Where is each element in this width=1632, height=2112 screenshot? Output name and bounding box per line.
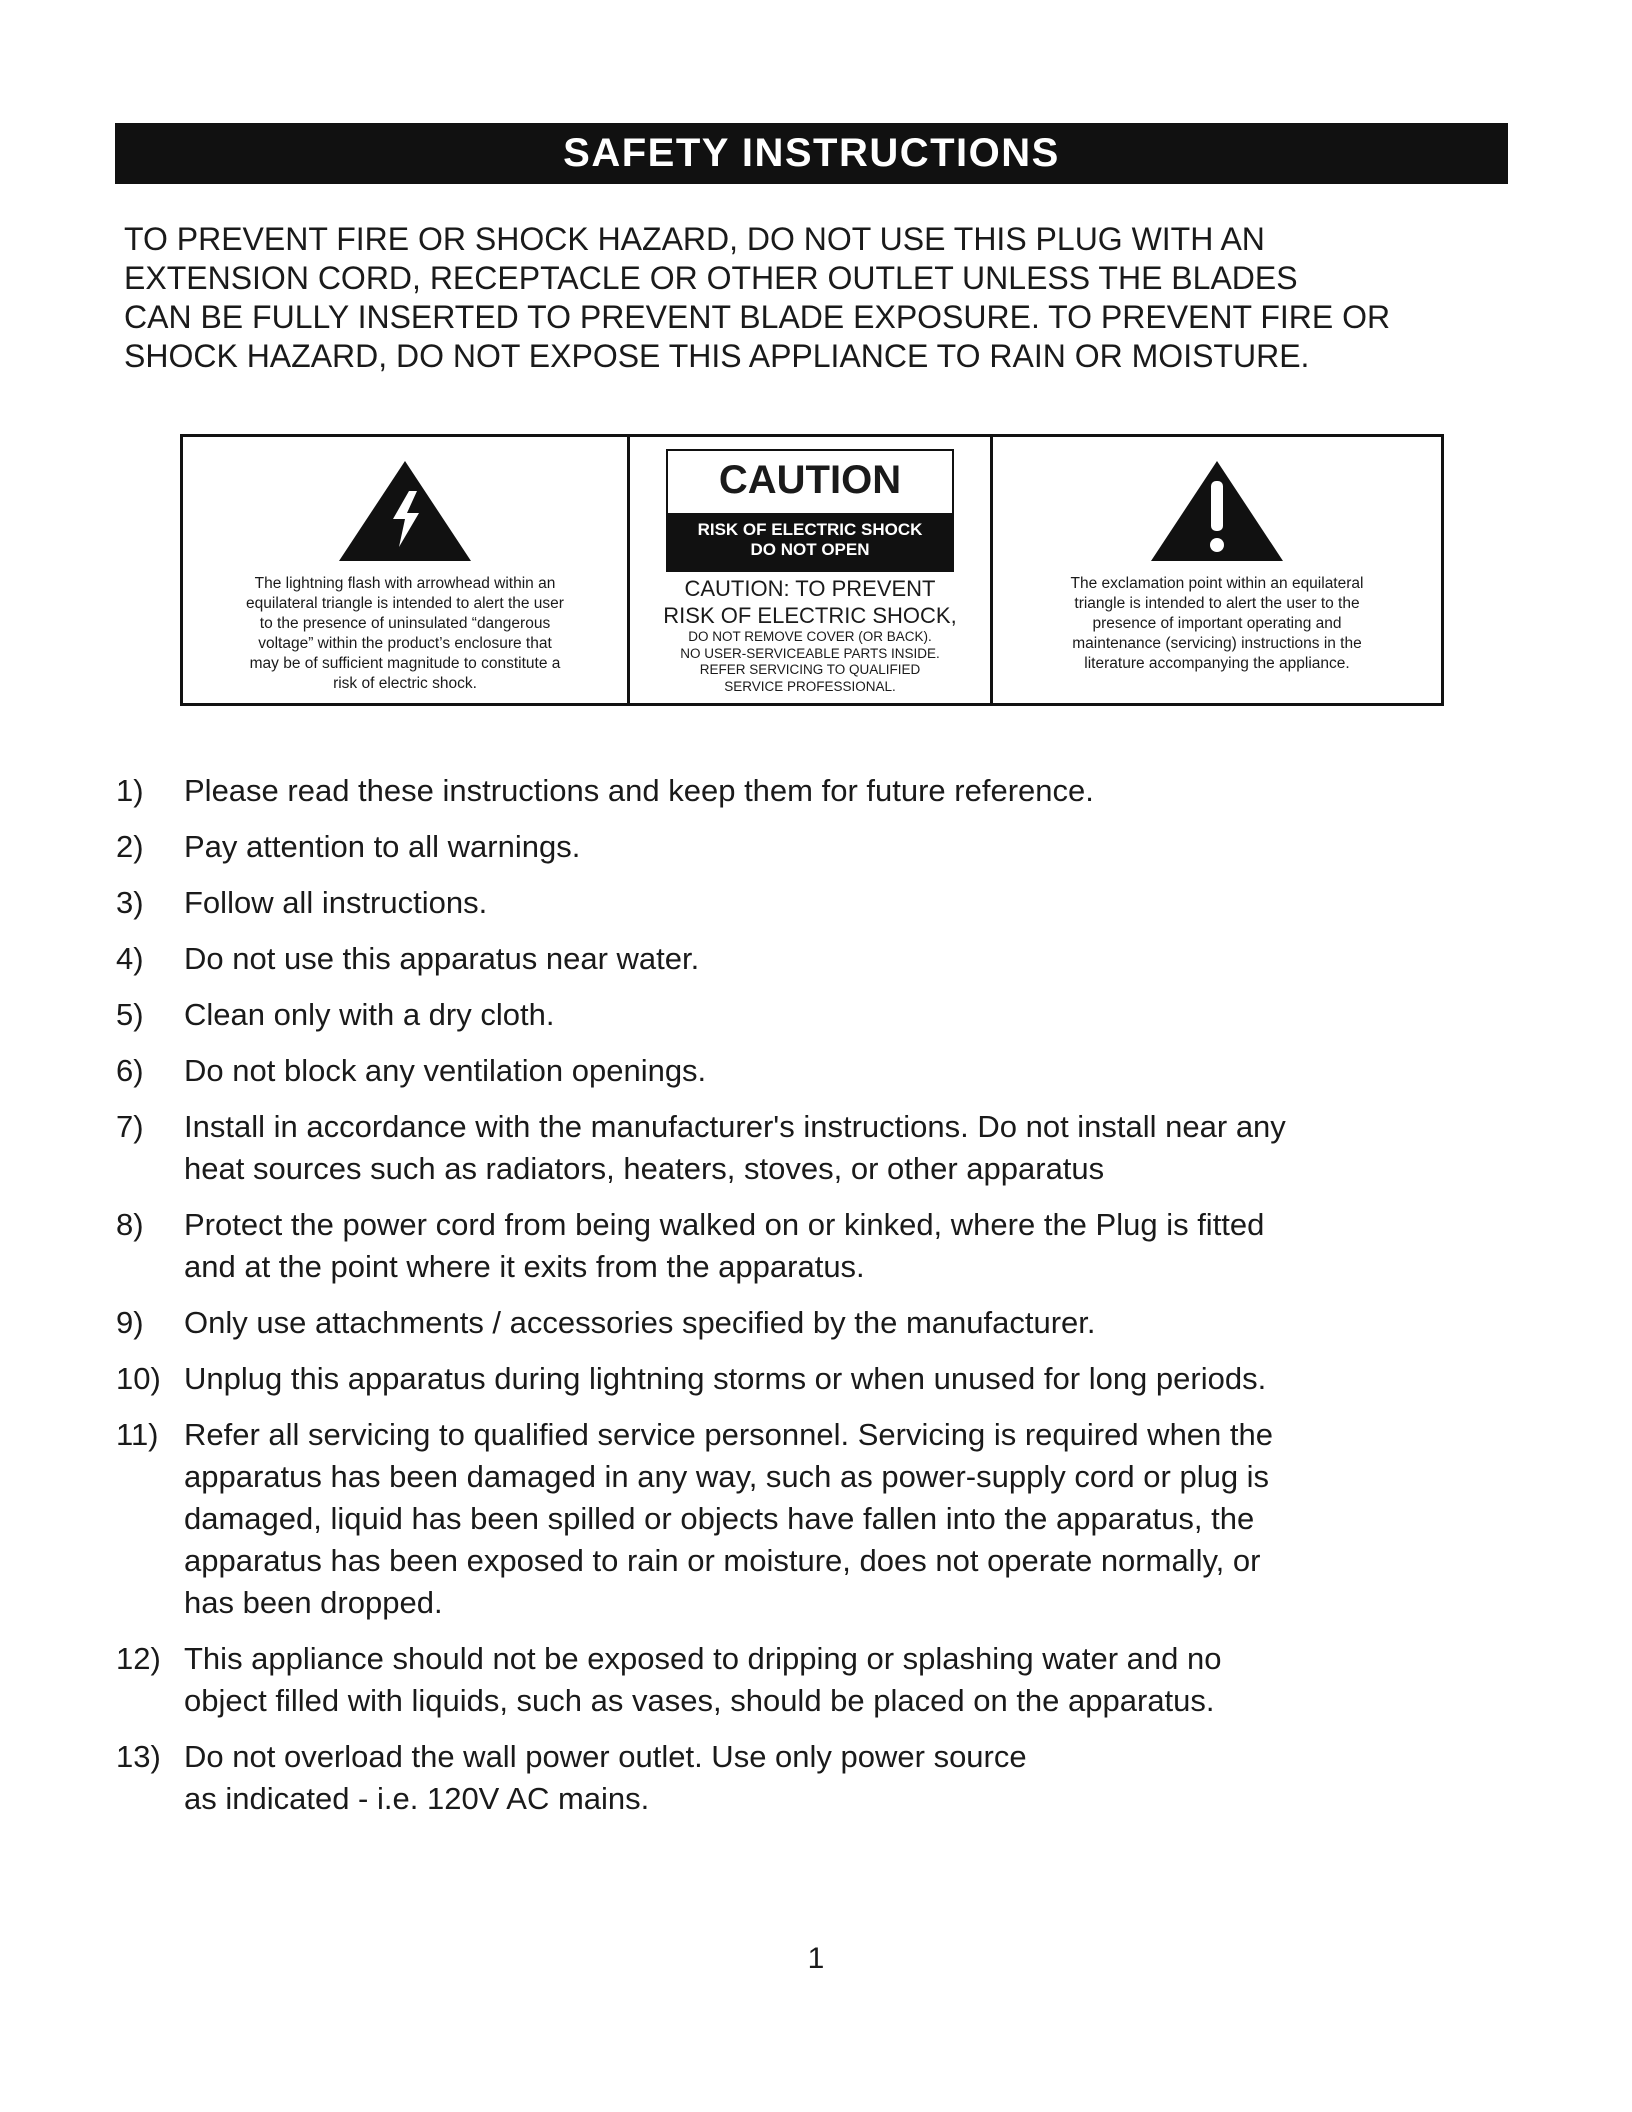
instruction-item	[116, 1050, 1516, 1092]
desc-line: The exclamation point within an equilateral	[1070, 575, 1364, 592]
page-number: 1	[807, 1942, 825, 1975]
warning-line: CAN BE FULLY INSERTED TO PREVENT BLADE EXPOSURE. TO PREVENT FIRE OR	[124, 299, 1391, 335]
instruction-item	[116, 1358, 1516, 1400]
instruction-line: Follow all instructions.	[184, 885, 488, 920]
instruction-item	[116, 826, 1516, 868]
instruction-item	[116, 1736, 1516, 1820]
instruction-line: Protect the power cord from being walked on or kinked, where the Plug is fitted	[184, 1207, 1265, 1242]
instruction-text	[184, 770, 1516, 812]
instruction-line: heat sources such as radiators, heaters, stoves, or other apparatus	[184, 1151, 1105, 1186]
exclamation-triangle-icon	[1147, 457, 1287, 565]
desc-line: maintenance (servicing) instructions in the	[1072, 635, 1362, 652]
lightning-triangle-icon	[335, 457, 475, 565]
band-line: DO NOT OPEN	[750, 540, 870, 559]
instruction-text	[184, 938, 1516, 980]
instruction-text	[184, 1204, 1516, 1288]
page-title: SAFETY INSTRUCTIONS	[115, 123, 1508, 184]
caution-main-text	[630, 575, 990, 629]
caution-small-line: REFER SERVICING TO QUALIFIED	[699, 662, 921, 677]
instruction-number: 11)	[116, 1417, 159, 1452]
instruction-text	[184, 882, 1516, 924]
caution-band	[668, 513, 952, 570]
caution-heading: CAUTION	[718, 458, 902, 502]
desc-line: voltage” within the product’s enclosure that	[258, 635, 552, 652]
instruction-text	[184, 994, 1516, 1036]
instruction-number: 10)	[116, 1361, 161, 1396]
instruction-line: apparatus has been exposed to rain or moisture, does not operate normally, or	[184, 1543, 1261, 1578]
instruction-line: Unplug this apparatus during lightning storms or when unused for long periods.	[184, 1361, 1267, 1396]
instruction-item	[116, 1638, 1516, 1722]
warning-line: SHOCK HAZARD, DO NOT EXPOSE THIS APPLIANCE TO RAIN OR MOISTURE.	[124, 338, 1310, 374]
caution-small-line: DO NOT REMOVE COVER (OR BACK).	[688, 629, 932, 644]
caution-small-line: NO USER-SERVICEABLE PARTS INSIDE.	[680, 645, 940, 661]
instruction-line: Only use attachments / accessories specified by the manufacturer.	[184, 1305, 1096, 1340]
caution-label	[666, 449, 954, 572]
desc-line: triangle is intended to alert the user to the	[1074, 595, 1360, 612]
instruction-line: has been dropped.	[184, 1585, 443, 1620]
instruction-number: 8)	[116, 1207, 144, 1242]
instruction-text	[184, 1302, 1516, 1344]
instruction-item	[116, 938, 1516, 980]
instruction-item	[116, 994, 1516, 1036]
instruction-number: 4)	[116, 941, 144, 976]
caution-main-line: CAUTION: TO PREVENT	[684, 576, 936, 601]
instruction-text	[184, 1414, 1516, 1624]
desc-line: to the presence of uninsulated “dangerous	[259, 615, 551, 632]
instruction-line: Please read these instructions and keep them for future reference.	[184, 773, 1094, 808]
instruction-number: 5)	[116, 997, 144, 1032]
instruction-text	[184, 1736, 1516, 1820]
instruction-line: Clean only with a dry cloth.	[184, 997, 555, 1032]
desc-line: literature accompanying the appliance.	[1084, 655, 1350, 672]
lightning-symbol-cell	[183, 437, 630, 703]
desc-line: presence of important operating and	[1092, 615, 1342, 632]
instruction-number: 6)	[116, 1053, 144, 1088]
instruction-line: Refer all servicing to qualified service personnel. Servicing is required when the	[184, 1417, 1273, 1452]
instruction-item	[116, 770, 1516, 812]
caution-cell	[630, 437, 993, 703]
instruction-item	[116, 882, 1516, 924]
warning-line: TO PREVENT FIRE OR SHOCK HAZARD, DO NOT USE THIS PLUG WITH AN	[124, 221, 1265, 257]
hazard-warning	[124, 220, 1534, 376]
lightning-description	[195, 574, 615, 694]
instruction-text	[184, 1358, 1516, 1400]
instruction-line: Pay attention to all warnings.	[184, 829, 581, 864]
instruction-line: Do not block any ventilation openings.	[184, 1053, 707, 1088]
instruction-line: as indicated - i.e. 120V AC mains.	[184, 1781, 650, 1816]
instruction-number: 1)	[116, 773, 144, 808]
instruction-line: object filled with liquids, such as vases, should be placed on the apparatus.	[184, 1683, 1215, 1718]
instruction-number: 9)	[116, 1305, 144, 1340]
instruction-line: and at the point where it exits from the apparatus.	[184, 1249, 865, 1284]
exclamation-symbol-cell	[993, 437, 1441, 703]
safety-symbols-table	[180, 434, 1444, 706]
caution-small-line: SERVICE PROFESSIONAL.	[724, 678, 896, 694]
instruction-text	[184, 1106, 1516, 1190]
band-line: RISK OF ELECTRIC SHOCK	[697, 520, 923, 539]
instruction-item	[116, 1414, 1516, 1624]
instruction-text	[184, 1050, 1516, 1092]
desc-line: The lightning flash with arrowhead within an	[254, 575, 556, 592]
instruction-list	[116, 770, 1516, 1834]
desc-line: risk of electric shock.	[333, 675, 477, 692]
instruction-text	[184, 826, 1516, 868]
instruction-line: apparatus has been damaged in any way, such as power-supply cord or plug is	[184, 1459, 1270, 1494]
instruction-text	[184, 1638, 1516, 1722]
instruction-number: 7)	[116, 1109, 144, 1144]
instruction-number: 12)	[116, 1641, 161, 1676]
exclamation-description	[1005, 574, 1429, 674]
instruction-item	[116, 1302, 1516, 1344]
desc-line: equilateral triangle is intended to alert the user	[246, 595, 564, 612]
warning-line: EXTENSION CORD, RECEPTACLE OR OTHER OUTLET UNLESS THE BLADES	[124, 260, 1298, 296]
instruction-number: 13)	[116, 1739, 161, 1774]
instruction-line: damaged, liquid has been spilled or objects have fallen into the apparatus, the	[184, 1501, 1255, 1536]
desc-line: may be of sufficient magnitude to constitute a	[249, 655, 561, 672]
instruction-item	[116, 1204, 1516, 1288]
instruction-line: This appliance should not be exposed to dripping or splashing water and no	[184, 1641, 1222, 1676]
instruction-line: Do not overload the wall power outlet. Use only power source	[184, 1739, 1027, 1774]
instruction-line: Install in accordance with the manufacturer's instructions. Do not install near any	[184, 1109, 1286, 1144]
instruction-number: 2)	[116, 829, 144, 864]
instruction-line: Do not use this apparatus near water.	[184, 941, 700, 976]
instruction-item	[116, 1106, 1516, 1190]
caution-small-text	[630, 629, 990, 695]
instruction-number: 3)	[116, 885, 144, 920]
caution-main-line: RISK OF ELECTRIC SHOCK,	[663, 603, 957, 628]
